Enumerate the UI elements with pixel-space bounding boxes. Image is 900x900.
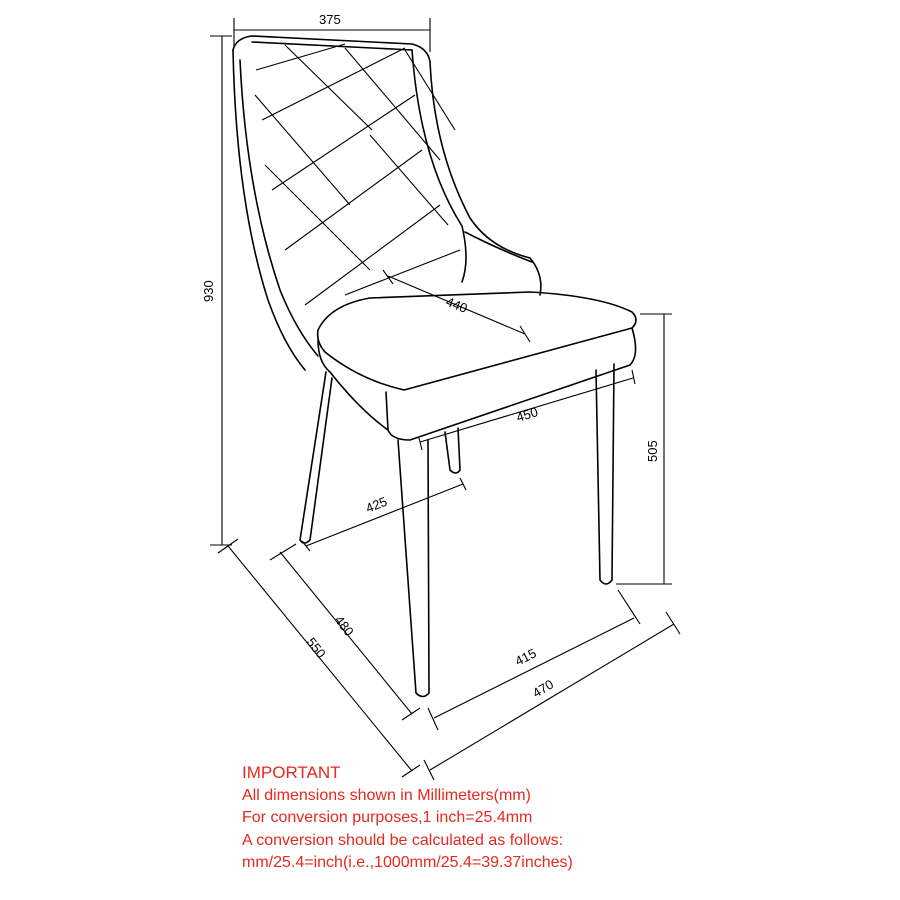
dim-leg-spacing-front: 415 — [512, 645, 539, 669]
dim-total-height: 930 — [201, 280, 216, 302]
dim-overall-width: 470 — [529, 676, 557, 701]
note-line-2: For conversion purposes,1 inch=25.4mm — [242, 809, 533, 826]
dimension-lines — [201, 12, 680, 780]
dim-leg-depth: 480 — [331, 612, 357, 639]
chair-outline — [233, 36, 636, 697]
dim-seat-height: 505 — [645, 440, 660, 462]
dim-overall-depth: 550 — [303, 634, 329, 661]
dim-leg-spacing-side: 425 — [363, 493, 390, 516]
note-heading: IMPORTANT — [242, 763, 341, 782]
note-line-1: All dimensions shown in Millimeters(mm) — [242, 786, 531, 804]
note-line-4: mm/25.4=inch(i.e.,1000mm/25.4=39.37inches) — [242, 854, 573, 871]
note-line-3: A conversion should be calculated as follows: — [242, 831, 564, 849]
dim-seat-depth: 440 — [443, 293, 470, 316]
important-note — [242, 762, 573, 875]
dim-back-width: 375 — [319, 12, 341, 27]
dim-seat-width: 450 — [514, 404, 540, 425]
